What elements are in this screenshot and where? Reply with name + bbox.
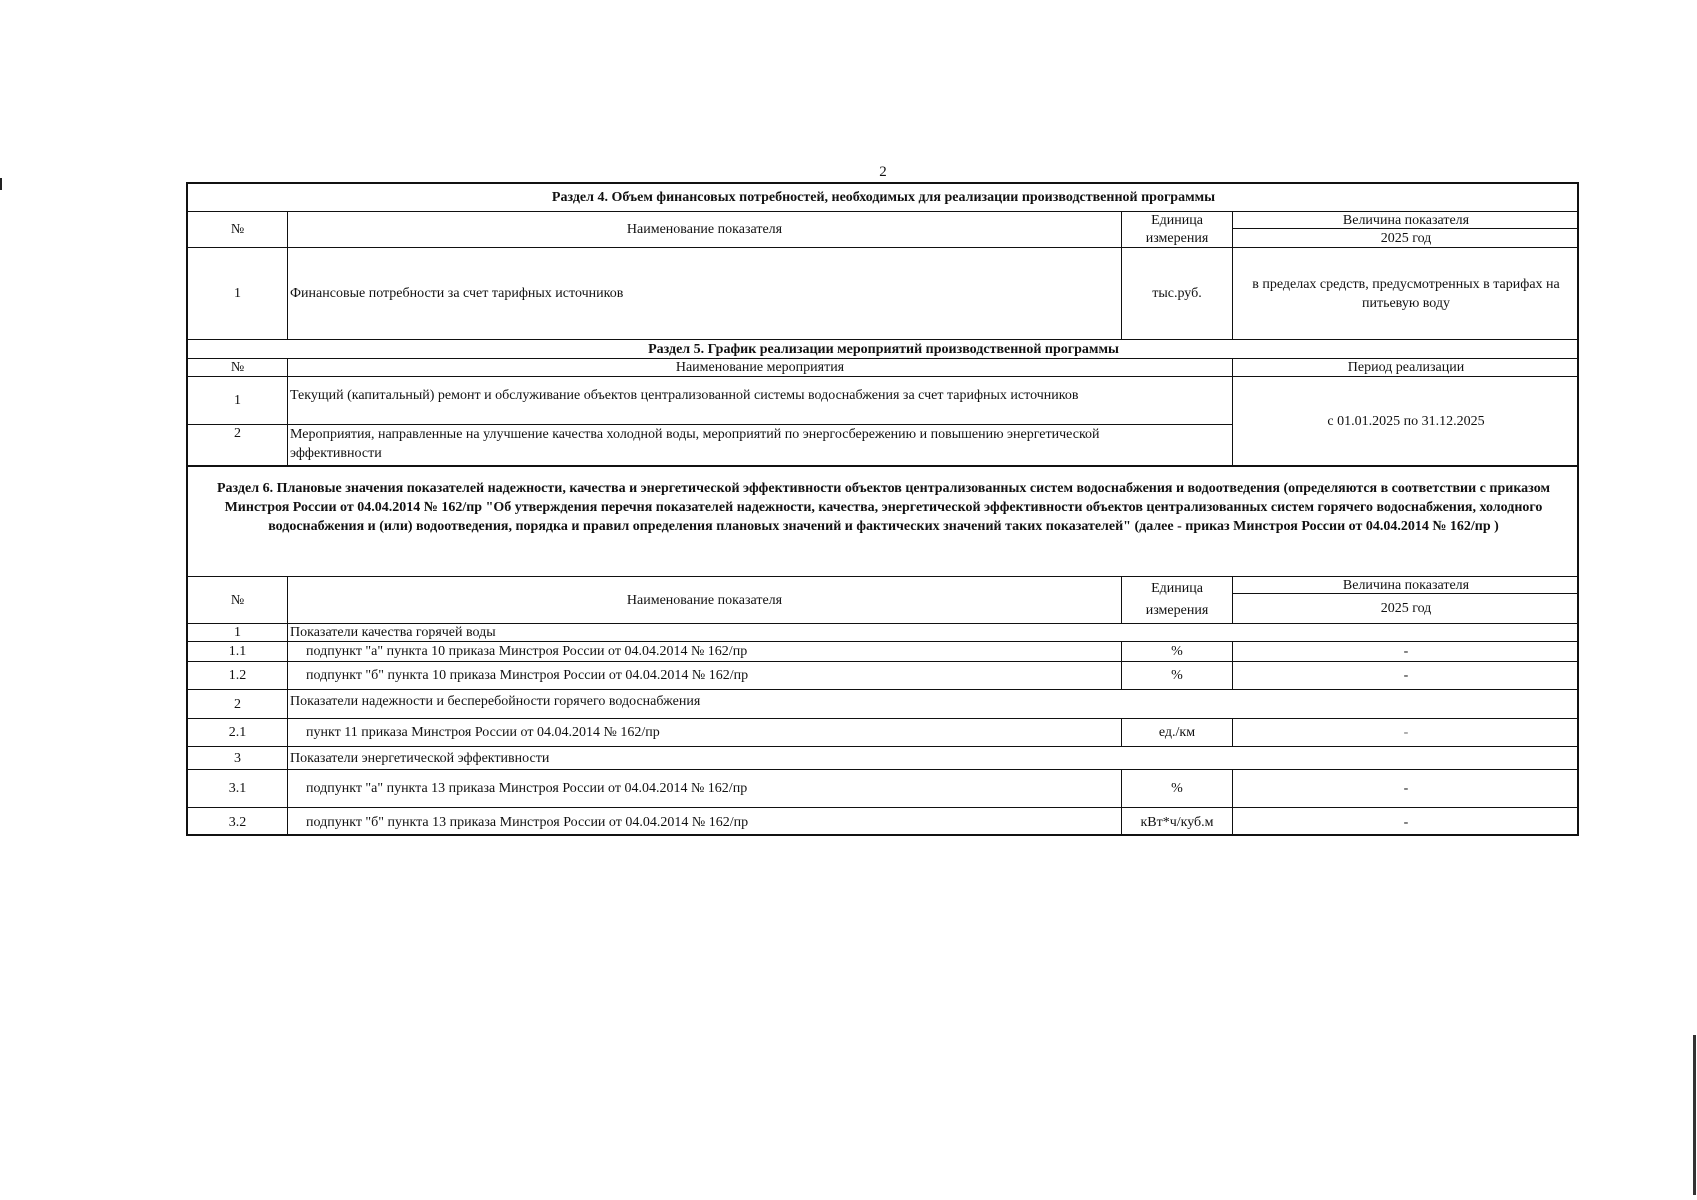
s6-row-unit: ед./км [1158, 725, 1196, 740]
s6-row-num: 1.1 [228, 644, 247, 659]
s4-row-value: в пределах средств, предусмотренных в тарифах на питьевую воду [1252, 276, 1560, 311]
s6-header-num: № [230, 592, 245, 608]
s6-row-num: 3.1 [228, 781, 247, 796]
section6-title: Раздел 6. Плановые значения показателей надежности, качества и энергетической эффективности объектов централизованных систем водоснабжения и водоотведения (определяются в соответствии с приказом Минстроя России от 04.04.2014 № 162/пр "Об утверждения перечня показателей надежности, качества, энергетической эффективности объектов централизованных систем горячего водоснабжения, холодного водоснабжения и (или) водоотведения, порядка и правил определения плановых значений и фактических значений таких показателей" (далее - приказ Минстроя России от 04.04.2014 № 162/пр ) [217, 481, 1550, 534]
s5-row2-num: 2 [234, 426, 241, 441]
section4-title: Раздел 4. Объем финансовых потребностей, необходимых для реализации производственной программы [551, 190, 1216, 205]
scan-edge-mark [0, 178, 2, 190]
s5-row2-name: Мероприятия, направленные на улучшение качества холодной воды, мероприятий по энергосбережению и повышению энергетической эффективности [290, 427, 1100, 461]
s6-row-name: подпункт "а" пункта 13 приказа Минстроя России от 04.04.2014 № 162/пр [306, 781, 748, 796]
s6-row-value: - [1403, 814, 1409, 830]
s5-row1-num: 1 [234, 393, 241, 408]
s6-row-name: пункт 11 приказа Минстроя России от 04.04.2014 № 162/пр [306, 725, 660, 740]
s6-row-num: 2.1 [228, 725, 247, 740]
s6-row-value: - [1403, 725, 1409, 740]
s6-header-year: 2025 год [1380, 601, 1432, 616]
s5-header-name: Наименование мероприятия [675, 360, 845, 375]
s4-header-name: Наименование показателя [626, 222, 783, 237]
s6-header-value: Величина показателя [1342, 577, 1470, 593]
section5-title: Раздел 5. График реализации мероприятий производственной программы [648, 341, 1119, 357]
s6-row-unit: кВт*ч/куб.м [1140, 814, 1214, 830]
s6-row-name: подпункт "б" пункта 10 приказа Минстроя России от 04.04.2014 № 162/пр [306, 668, 749, 683]
s5-row1-name: Текущий (капитальный) ремонт и обслуживание объектов централизованной системы водоснабжения за счет тарифных источников [290, 388, 1079, 403]
s6-group2-num: 2 [234, 696, 241, 712]
s6-row-value: - [1403, 781, 1409, 796]
s4-header-value: Величина показателя [1342, 212, 1470, 228]
rule [188, 689, 1579, 690]
s5-period-value: с 01.01.2025 по 31.12.2025 [1327, 413, 1485, 429]
s6-row-name: подпункт "а" пункта 10 приказа Минстроя России от 04.04.2014 № 162/пр [306, 644, 748, 659]
s6-group1-num: 1 [234, 625, 241, 640]
s6-group2-name: Показатели надежности и бесперебойности горячего водоснабжения [290, 694, 701, 709]
document-table [186, 182, 1579, 836]
rule [188, 465, 1579, 467]
s6-row-name: подпункт "б" пункта 13 приказа Минстроя России от 04.04.2014 № 162/пр [306, 814, 749, 830]
s6-row-value: - [1403, 668, 1409, 683]
s5-header-num: № [230, 360, 245, 375]
scan-edge-mark-right [1693, 1035, 1696, 1195]
s6-row-unit: % [1171, 668, 1183, 683]
s6-header-unit: Единица измерения [1145, 581, 1209, 618]
s4-header-year: 2025 год [1380, 230, 1432, 246]
s4-row-num: 1 [234, 286, 241, 301]
s6-row-value: - [1403, 644, 1409, 659]
s4-header-num: № [230, 222, 245, 237]
page-number: 2 [879, 164, 887, 180]
s6-row-num: 1.2 [228, 668, 247, 683]
s6-header-name: Наименование показателя [626, 592, 783, 608]
s6-row-unit: % [1171, 644, 1183, 659]
s6-row-unit: % [1171, 781, 1183, 796]
s6-group3-num: 3 [234, 750, 241, 766]
s6-group1-name: Показатели качества горячей воды [290, 625, 496, 640]
s5-header-period: Период реализации [1347, 360, 1465, 375]
s4-header-unit: Единица измерения [1145, 212, 1209, 246]
s4-row-unit: тыс.руб. [1152, 286, 1202, 301]
s4-row-name: Финансовые потребности за счет тарифных источников [290, 286, 624, 301]
s6-group3-name: Показатели энергетической эффективности [290, 750, 550, 766]
s6-row-num: 3.2 [228, 814, 247, 830]
